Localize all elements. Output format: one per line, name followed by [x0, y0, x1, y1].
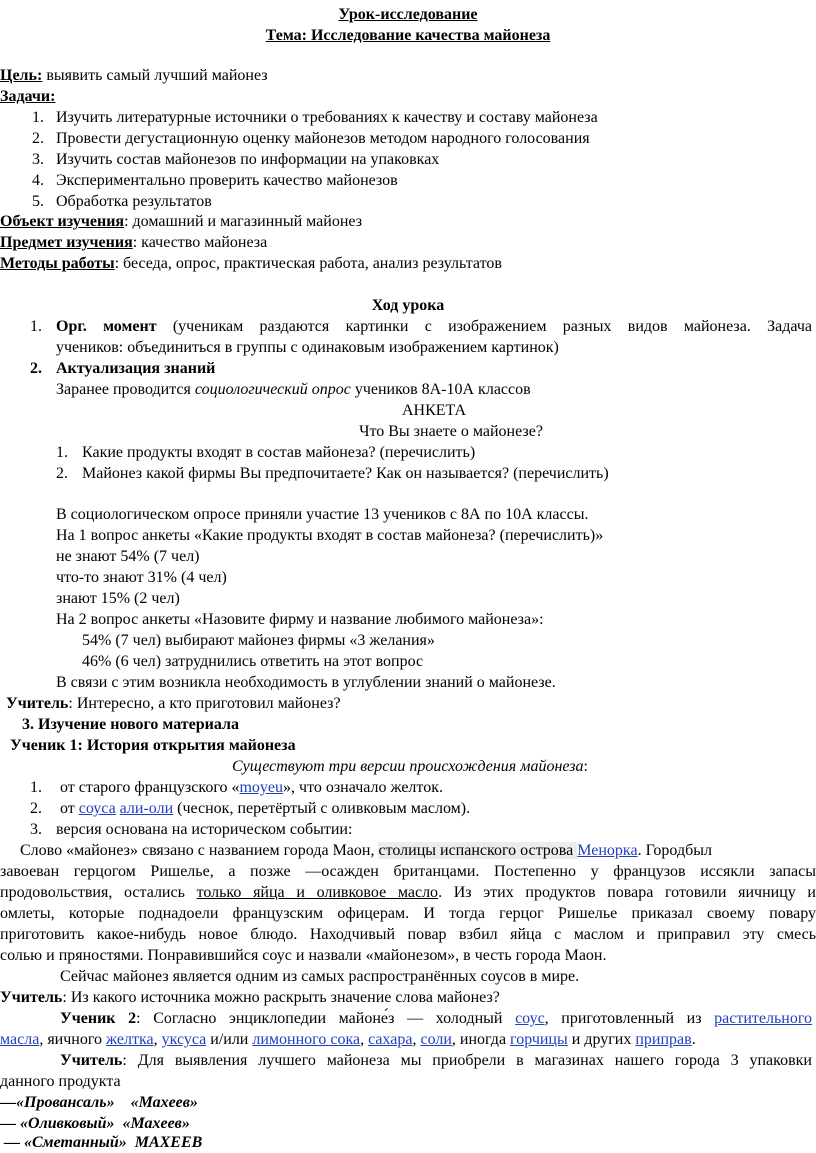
versions-intro: [232, 756, 588, 777]
survey-prefix: Заранее проводится: [56, 381, 195, 398]
rastitelnogo-link[interactable]: растительного: [714, 1010, 812, 1027]
survey-suffix: учеников 8А-10А классов: [350, 381, 531, 398]
sous-link[interactable]: соус: [515, 1010, 545, 1027]
student2-text: , приготовленный из: [544, 1010, 715, 1027]
version-item: версия основана на историческом событии:: [56, 821, 353, 838]
teacher-line: [6, 693, 341, 714]
course-title: Ход урока: [371, 297, 445, 314]
student2-text: , иногда: [451, 1031, 511, 1048]
subject-text: : качество майонеза: [132, 234, 268, 251]
history-text: . Из этих продуктов повара готовили яичницу и: [438, 884, 816, 901]
result-line: В связи с этим возникла необходимость в углублении знаний о майонезе.: [56, 674, 556, 691]
task-item: Провести дегустационную оценку майонезов методом народного голосования: [56, 130, 590, 147]
student2-text: ,: [360, 1031, 369, 1048]
product-line: [0, 1113, 190, 1134]
ali-oli-link[interactable]: али-оли: [119, 800, 174, 817]
form-subtitle: Что Вы знаете о майонезе?: [359, 423, 543, 440]
student2-text: ,: [412, 1031, 421, 1048]
moyeu-link[interactable]: moyeu: [239, 779, 284, 796]
product-line: [0, 1092, 198, 1113]
teacher-text-cont: данного продукта: [0, 1073, 121, 1090]
teacher-line: [0, 987, 500, 1008]
student2-text: , яичного: [39, 1031, 107, 1048]
task-item: Изучить состав майонезов по информации на упаковках: [56, 151, 440, 168]
history-line: приготовить какое-нибудь новое блюдо. Находчивый повар взбил яйца с маслом и приправил эту смесь: [0, 926, 816, 943]
student2-text: и других: [567, 1031, 636, 1048]
history-line: омлеты, которые поднадоели французским офицерам. И тогда герцог Ришелье приказал своему повару: [0, 905, 816, 922]
history-line: завоеван герцогом Ришелье, а позже —осажден британцами. Постепенно у французов иссякли запасы: [0, 863, 816, 880]
teacher-label: Учитель: [0, 989, 63, 1006]
result-line: не знают 54% (7 чел): [56, 548, 200, 565]
product-name: — «Сметанный»: [0, 1134, 127, 1151]
product-name: — «Оливковый»: [0, 1115, 115, 1132]
subject-line: [0, 232, 267, 253]
task-number: 3.: [32, 151, 44, 168]
object-text: : домашний и магазинный майонез: [124, 213, 363, 230]
task-item: Обработка результатов: [56, 193, 212, 210]
versions-intro-text: Существуют три версии происхождения майонеза: [232, 758, 584, 775]
sahara-link[interactable]: сахара: [368, 1031, 413, 1048]
product-brand: МАХЕЕВ: [134, 1134, 203, 1151]
result-line: В социологическом опросе приняли участие 13 учеников с 8А по 10А классы.: [56, 506, 589, 523]
subject-label: Предмет изучения: [0, 234, 133, 251]
history-line: [0, 882, 816, 903]
gorchitsy-link[interactable]: горчицы: [510, 1031, 568, 1048]
result-line: 46% (6 чел) затруднились ответить на этот вопрос: [82, 653, 424, 670]
version-number: 2.: [30, 800, 42, 817]
student2-text: .: [691, 1031, 696, 1048]
version-text: от старого французского «: [60, 779, 240, 796]
version-number: 3.: [30, 821, 42, 838]
history-line: солью и пряностями. Понравившийся соус и назвали «майонезом», в честь города Маон.: [0, 947, 607, 964]
teacher-label: Учитель: [60, 1052, 123, 1069]
result-line: знают 15% (2 чел): [56, 590, 180, 607]
menorca-link[interactable]: Менорка: [577, 842, 638, 859]
student2-line: [60, 1008, 812, 1029]
history-text: Слово «майонез» связано с названием города Маон,: [20, 842, 379, 859]
step2-label: Актуализация знаний: [56, 360, 216, 377]
form-title: АНКЕТА: [401, 402, 467, 419]
survey-line: [56, 379, 531, 400]
object-line: [0, 211, 362, 232]
survey-italic: социологический опрос: [194, 381, 351, 398]
history-text: продовольствия, остались: [0, 884, 197, 901]
version-text: (чеснок, перетёртый с оливковым маслом).: [173, 800, 471, 817]
result-line: На 1 вопрос анкеты «Какие продукты входят в состав майонеза? (перечислить)»: [56, 527, 604, 544]
student1-heading: Ученик 1: История открытия майонеза: [10, 737, 296, 754]
student2-text: и/или: [206, 1031, 253, 1048]
object-label: Объект изучения: [0, 213, 125, 230]
limonnogo-soka-link[interactable]: лимонного сока: [252, 1031, 361, 1048]
masla-link[interactable]: масла: [0, 1031, 40, 1048]
task-number: 2.: [32, 130, 44, 147]
product-line: [0, 1132, 202, 1153]
version-number: 1.: [30, 779, 42, 796]
task-number: 5.: [32, 193, 44, 210]
student2-label: Ученик 2: [60, 1010, 137, 1027]
lesson-type-heading: Урок-исследование: [338, 6, 478, 23]
result-line: 54% (7 чел) выбирают майонез фирмы «3 желания»: [82, 632, 435, 649]
goal-line: [0, 65, 268, 86]
goal-text: выявить самый лучший майонез: [42, 67, 268, 84]
version-text: », что означало желток.: [283, 779, 443, 796]
version-item: [60, 777, 443, 798]
step-number: 1.: [30, 318, 42, 335]
student2-line: [0, 1029, 696, 1050]
history-line: [20, 840, 712, 861]
goal-label: Цель:: [0, 67, 43, 84]
task-number: 1.: [32, 109, 44, 126]
question-number: 1.: [56, 444, 68, 461]
task-item: Изучить литературные источники о требованиях к качеству и составу майонеза: [56, 109, 598, 126]
question-item: Майонез какой фирмы Вы предпочитаете? Как он называется? (перечислить): [82, 465, 609, 482]
result-line: На 2 вопрос анкеты «Назовите фирму и название любимого майонеза»:: [56, 611, 544, 628]
teacher-label: Учитель: [6, 695, 69, 712]
versions-intro-colon: :: [583, 758, 588, 775]
teacher-text: : Для выявления лучшего майонеза мы приобрели в магазинах нашего города 3 упаковки: [122, 1052, 812, 1069]
topic-heading: Тема: Исследование качества майонеза: [265, 27, 551, 44]
product-brand: «Махеев»: [130, 1094, 198, 1111]
history-text: . Городбыл: [637, 842, 712, 859]
zheltka-link[interactable]: желтка: [106, 1031, 154, 1048]
step-number: 2.: [30, 360, 42, 377]
uksusa-link[interactable]: уксуса: [161, 1031, 207, 1048]
product-brand: «Махеев»: [122, 1115, 190, 1132]
student2-text: ,: [153, 1031, 162, 1048]
teacher-text: : Из какого источника можно раскрыть значение слова майонез?: [62, 989, 500, 1006]
methods-line: [0, 253, 502, 274]
result-line: что-то знают 31% (4 чел): [56, 569, 227, 586]
methods-label: Методы работы: [0, 255, 115, 272]
step1-text-cont: учеников: объединиться в группы с одинаковым изображением картинок): [56, 339, 559, 356]
step1-line: [56, 316, 812, 337]
history-underline: только яйца и оливковое масло: [196, 884, 439, 901]
task-item: Экспериментально проверить качество майонезов: [56, 172, 398, 189]
priprav-link[interactable]: приправ: [635, 1031, 692, 1048]
sous-link[interactable]: соуса: [78, 800, 116, 817]
version-item: [60, 798, 470, 819]
teacher-line: [60, 1050, 812, 1071]
step1-text: (ученикам раздаются картинки с изображением разных видов майонеза. Задача: [156, 318, 812, 335]
question-number: 2.: [56, 465, 68, 482]
methods-text: : беседа, опрос, практическая работа, анализ результатов: [114, 255, 502, 272]
step3-heading: 3. Изучение нового материала: [22, 716, 239, 733]
history-line: Сейчас майонез является одним из самых распространённых соусов в мире.: [60, 968, 580, 985]
tasks-label: Задачи:: [0, 88, 56, 105]
step1-label: Орг. момент: [56, 318, 157, 335]
teacher-text: : Интересно, а кто приготовил майонез?: [68, 695, 341, 712]
product-name: —«Провансаль»: [0, 1094, 115, 1111]
student2-text: : Согласно энциклопедии майоне́з — холодный: [136, 1010, 516, 1027]
task-number: 4.: [32, 172, 44, 189]
soli-link[interactable]: соли: [420, 1031, 452, 1048]
history-highlight: столицы испанского острова: [378, 842, 578, 859]
version-text: от: [60, 800, 79, 817]
question-item: Какие продукты входят в состав майонеза? (перечислить): [82, 444, 476, 461]
